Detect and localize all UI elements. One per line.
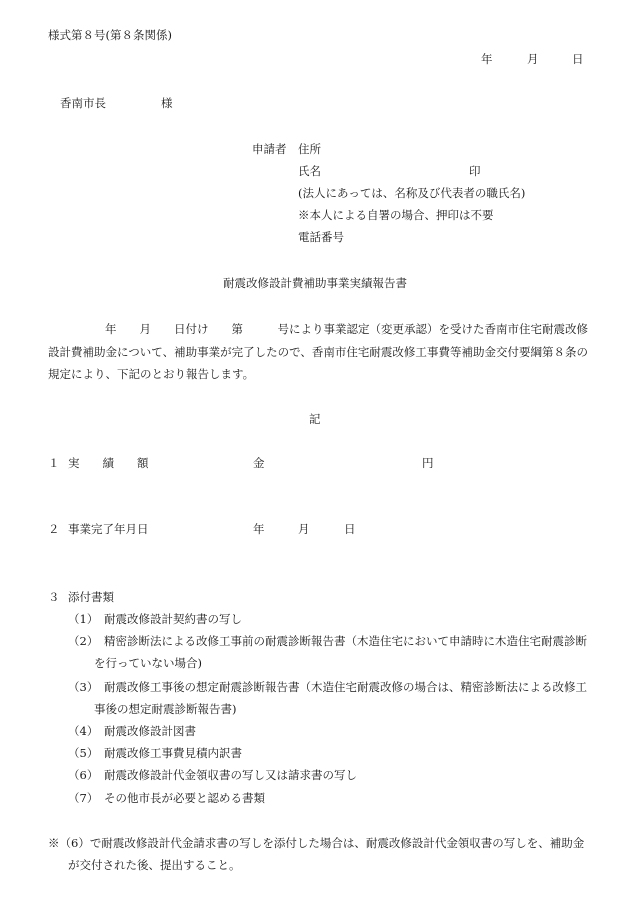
name-label: 氏名 [298,164,321,178]
attachment-number: （2） [68,634,99,648]
attachment-text: 耐震改修設計契約書の写し [104,612,242,626]
attachment-text-continued: 事後の想定耐震診断報告書) [94,702,237,716]
attachment-text-continued: を行っていない場合) [94,656,202,670]
section2-month: 月 [298,522,310,536]
attachment-text: 耐震改修工事費見積内訳書 [104,746,242,760]
footnote-line2: が交付された後、提出すること。 [68,858,241,872]
section1-currency-label: 金 [253,456,265,470]
attachment-text: その他市長が必要と認める書類 [104,791,265,805]
footnote-line1: ※（6）で耐震改修設計代金請求書の写しを添付した場合は、耐震改修設計代金領収書の写しを、補助金 [48,836,585,850]
address-label: 住所 [298,142,321,156]
section1-number: １ [48,456,60,470]
attachment-text: 耐震改修工事後の想定耐震診断報告書（木造住宅耐震改修の場合は、精密診断法による改修工 [104,680,587,694]
attachment-text: 耐震改修設計図書 [104,724,196,738]
applicant-label: 申請者 [252,142,287,156]
attachment-number: （4） [68,724,99,738]
body-paragraph: 年 月 日付け 第 号により事業認定（変更承認）を受けた香南市住宅耐震改修設計費補助金について、補助事業が完了したので、香南市住宅耐震改修工事費等補助金交付要綱第８条の規定により、下記のとおり報告します。 [48,322,588,381]
section2-label: 事業完了年月日 [68,522,149,536]
section2-day: 日 [344,522,356,536]
date-year-label: 年 [481,52,493,66]
section3-number: ３ [48,590,60,604]
attachment-item [68,770,357,782]
attachment-item [68,636,587,648]
attachment-text: 精密診断法による改修工事前の耐震診断報告書（木造住宅において申請時に木造住宅耐震診断 [104,634,587,648]
attachment-item [68,614,242,626]
attachment-item [68,726,196,738]
addressee-name: 香南市長 [60,96,106,110]
attachment-number: （6） [68,768,99,782]
attachment-item [68,793,265,805]
document-title: 耐震改修設計費補助事業実績報告書 [223,276,407,290]
corporate-note: (法人にあっては、名称及び代表者の職氏名) [298,186,526,200]
section3-label: 添付書類 [68,590,114,604]
phone-label: 電話番号 [298,230,344,244]
section2-year: 年 [253,522,265,536]
date-day-label: 日 [572,52,584,66]
ki-heading: 記 [309,412,321,426]
attachment-number: （3） [68,680,99,694]
section1-label: 実 績 額 [68,456,149,470]
date-month-label: 月 [527,52,539,66]
attachment-item [68,682,587,694]
seal-mark: 印 [469,164,481,178]
attachment-number: （7） [68,791,99,805]
section2-number: ２ [48,522,60,536]
attachment-number: （5） [68,746,99,760]
addressee-honorific: 様 [161,96,173,110]
attachment-number: （1） [68,612,99,626]
section1-unit: 円 [422,456,434,470]
attachment-item [68,748,242,760]
attachment-text: 耐震改修設計代金領収書の写し又は請求書の写し [104,768,357,782]
form-number: 様式第８号(第８条関係) [48,28,172,42]
signature-note: ※本人による自署の場合、押印は不要 [298,208,494,222]
